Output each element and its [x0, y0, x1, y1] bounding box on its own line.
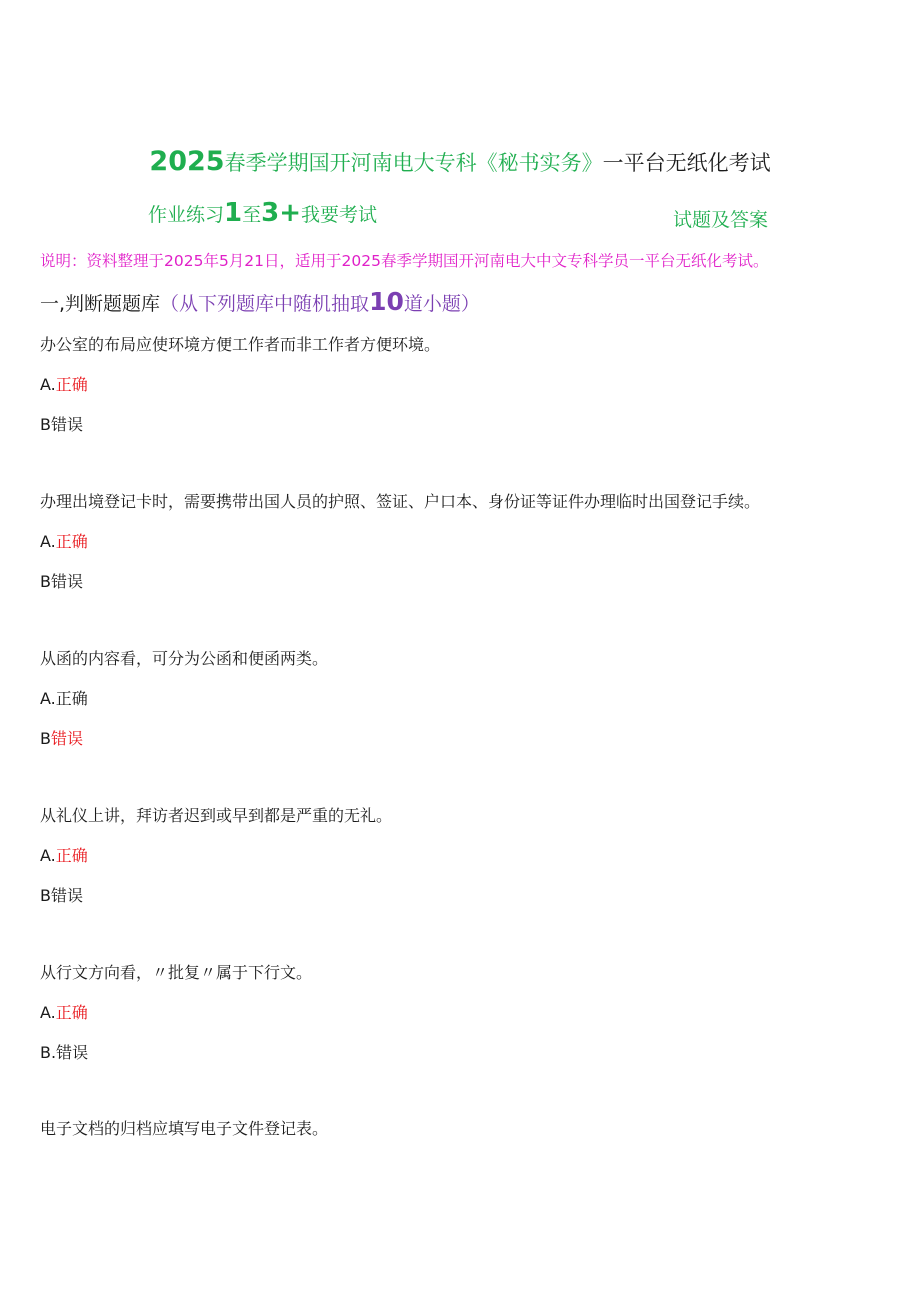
- subtitle-part-b: 1: [224, 198, 243, 228]
- option-label-correct: 错误: [50, 729, 83, 748]
- question-text: 电子文档的归档应填写电子文件登记表。: [40, 1119, 329, 1138]
- question-text: 从行文方向看，〃批复〃属于下行文。: [40, 963, 313, 982]
- document-title: [0, 146, 920, 177]
- option-label-correct: 正确: [55, 846, 88, 865]
- section-heading-note-b: 道小题）: [403, 293, 480, 315]
- title-exam-type: 一平台无纸化考试: [602, 151, 771, 175]
- section-heading-count: 10: [369, 287, 404, 316]
- option-prefix: B: [40, 572, 51, 591]
- question-text: 从函的内容看，可分为公函和便函两类。: [40, 649, 329, 668]
- option-label: 错误: [50, 572, 83, 591]
- option-prefix: B: [40, 729, 51, 748]
- subtitle-practice: [148, 198, 377, 228]
- option-a: [40, 529, 88, 552]
- option-prefix: A.: [40, 532, 56, 551]
- title-course: 春季学期国开河南电大专科《秘书实务》: [224, 151, 603, 175]
- option-a: [40, 843, 88, 866]
- section-heading: [40, 287, 480, 316]
- subtitle-answers: 试题及答案: [673, 209, 769, 231]
- subtitle-part-a: 作业练习: [148, 204, 225, 226]
- option-b: [40, 569, 83, 592]
- option-label-correct: 正确: [55, 532, 88, 551]
- section-heading-title: 一,判断题题库: [40, 293, 161, 315]
- question-text: 办理出境登记卡时，需要携带出国人员的护照、签证、户口本、身份证等证件办理临时出国登记手续。: [40, 492, 761, 511]
- option-label: 错误: [50, 415, 83, 434]
- option-a: [40, 686, 88, 709]
- option-prefix: B: [40, 886, 51, 905]
- subtitle-part-d: 3+: [261, 198, 302, 228]
- option-b: [40, 883, 83, 906]
- description-note: 说明：资料整理于2025年5月21日，适用于2025春季学期国开河南电大中文专科学员一平台无纸化考试。: [40, 252, 769, 270]
- section-heading-note-a: （从下列题库中随机抽取: [160, 293, 370, 315]
- option-prefix: A.: [40, 375, 56, 394]
- option-prefix: A.: [40, 689, 56, 708]
- option-prefix: B.: [40, 1043, 57, 1062]
- question-text: 办公室的布局应使环境方便工作者而非工作者方便环境。: [40, 335, 441, 354]
- option-prefix: B: [40, 415, 51, 434]
- option-a: [40, 1000, 88, 1023]
- option-label-correct: 正确: [55, 1003, 88, 1022]
- option-label: 错误: [50, 886, 83, 905]
- option-b: [40, 1040, 88, 1063]
- option-label: 正确: [55, 689, 88, 708]
- question-text: 从礼仪上讲，拜访者迟到或早到都是严重的无礼。: [40, 806, 393, 825]
- title-year: 2025: [149, 146, 225, 177]
- option-a: [40, 372, 88, 395]
- option-b: [40, 412, 83, 435]
- subtitle-part-e: 我要考试: [301, 204, 378, 226]
- option-prefix: A.: [40, 846, 56, 865]
- option-label: 错误: [56, 1043, 89, 1062]
- subtitle-part-c: 至: [242, 204, 262, 226]
- option-prefix: A.: [40, 1003, 56, 1022]
- option-b: [40, 726, 83, 749]
- option-label-correct: 正确: [55, 375, 88, 394]
